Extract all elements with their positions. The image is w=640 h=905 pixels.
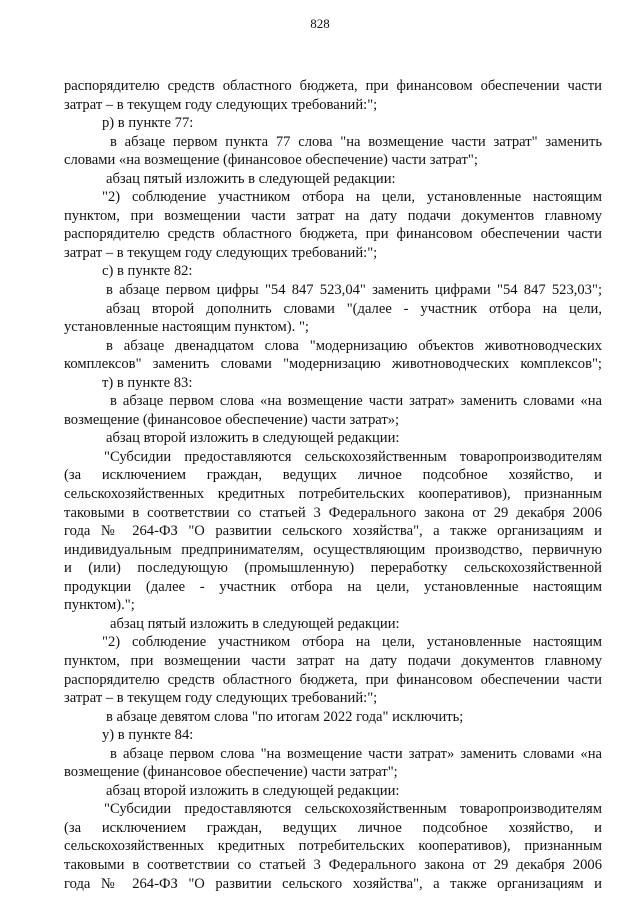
text-line: установленные настоящим пунктом). "; — [64, 319, 309, 336]
text-line: продукции (далее - участник отбора на цели, установленные настоящим — [64, 578, 602, 595]
text-line: "2) соблюдение участником отбора на цели, установленные настоящим — [102, 189, 602, 206]
text-line: года № 264-ФЗ "О развитии сельского хозяйства", а также организациям и — [64, 875, 602, 892]
text-line: у) в пункте 84: — [102, 727, 194, 744]
text-line: пунктом)."; — [64, 597, 135, 614]
text-line: в абзаце первом пункта 77 слова "на возмещение части затрат" заменить — [110, 133, 602, 150]
text-line: словами «на возмещение (финансовое обеспечение) части затрат"; — [64, 152, 478, 169]
text-line: (за исключением граждан, ведущих личное подсобное хозяйство, и — [64, 819, 602, 836]
text-line: пунктом, при возмещении части затрат на дату подачи документов главному — [64, 207, 602, 224]
text-line: сельскохозяйственных кредитных потребительских кооперативов), признанным — [64, 838, 602, 855]
text-line: абзац пятый изложить в следующей редакции: — [110, 615, 400, 632]
text-line: возмещение (финансовое обеспечение) части затрат»; — [64, 411, 400, 428]
text-line: затрат – в текущем году следующих требований:"; — [64, 690, 378, 707]
text-line: в абзаце первом слова «на возмещение части затрат» заменить словами «на — [110, 393, 602, 410]
text-line: распорядителю средств областного бюджета, при финансовом обеспечении части — [64, 78, 602, 94]
text-line: абзац второй дополнить словами "(далее - участник отбора на цели, — [106, 300, 602, 317]
document-text — [64, 77, 602, 893]
text-line: индивидуальным предпринимателям, осуществляющим производство, первичную — [64, 541, 602, 558]
text-line: в абзаце первом слова "на возмещение части затрат» заменить словами «на — [110, 745, 602, 762]
text-line: р) в пункте 77: — [102, 115, 194, 132]
text-line: абзац пятый изложить в следующей редакции: — [106, 170, 396, 187]
text-line: таковыми в соответствии со статьей 3 Федерального закона от 29 декабря 2006 — [64, 856, 602, 873]
text-line: комплексов" заменить словами "модернизацию животноводческих комплексов"; — [64, 356, 602, 373]
text-line: распорядителю средств областного бюджета, при финансовом обеспечении части — [64, 671, 602, 688]
text-line: затрат – в текущем году следующих требований:"; — [64, 244, 378, 261]
text-line: абзац второй изложить в следующей редакции: — [106, 430, 400, 447]
text-line: распорядителю средств областного бюджета, при финансовом обеспечении части — [64, 226, 602, 243]
text-line: в абзаце девятом слова "по итогам 2022 года" исключить; — [106, 708, 464, 725]
text-line: "Субсидии предоставляются сельскохозяйственным товаропроизводителям — [104, 801, 602, 818]
text-line: сельскохозяйственных кредитных потребительских кооперативов), признанным — [64, 486, 602, 503]
text-line: т) в пункте 83: — [102, 374, 193, 391]
text-line: пунктом, при возмещении части затрат на дату подачи документов главному — [64, 652, 602, 669]
text-line: "Субсидии предоставляются сельскохозяйственным товаропроизводителям — [104, 448, 602, 465]
text-line: года № 264-ФЗ "О развитии сельского хозяйства", а также организациям и — [64, 523, 602, 540]
text-line: "2) соблюдение участником отбора на цели, установленные настоящим — [102, 634, 602, 651]
text-line: в абзаце двенадцатом слова "модернизацию объектов животноводческих — [106, 337, 602, 354]
text-line: в абзаце первом цифры "54 847 523,04" заменить цифрами "54 847 523,03"; — [106, 282, 602, 299]
text-line: абзац второй изложить в следующей редакции: — [106, 782, 400, 799]
text-line: и (или) последующую (промышленную) переработку сельскохозяйственной — [64, 560, 602, 577]
text-line: возмещение (финансовое обеспечение) части затрат"; — [64, 764, 398, 781]
text-line: таковыми в соответствии со статьей 3 Федерального закона от 29 декабря 2006 — [64, 504, 602, 521]
text-line: (за исключением граждан, ведущих личное подсобное хозяйство, и — [64, 467, 602, 484]
page-number: 828 — [310, 16, 330, 31]
text-line: затрат – в текущем году следующих требований:"; — [64, 96, 378, 113]
text-line: с) в пункте 82: — [102, 263, 193, 280]
